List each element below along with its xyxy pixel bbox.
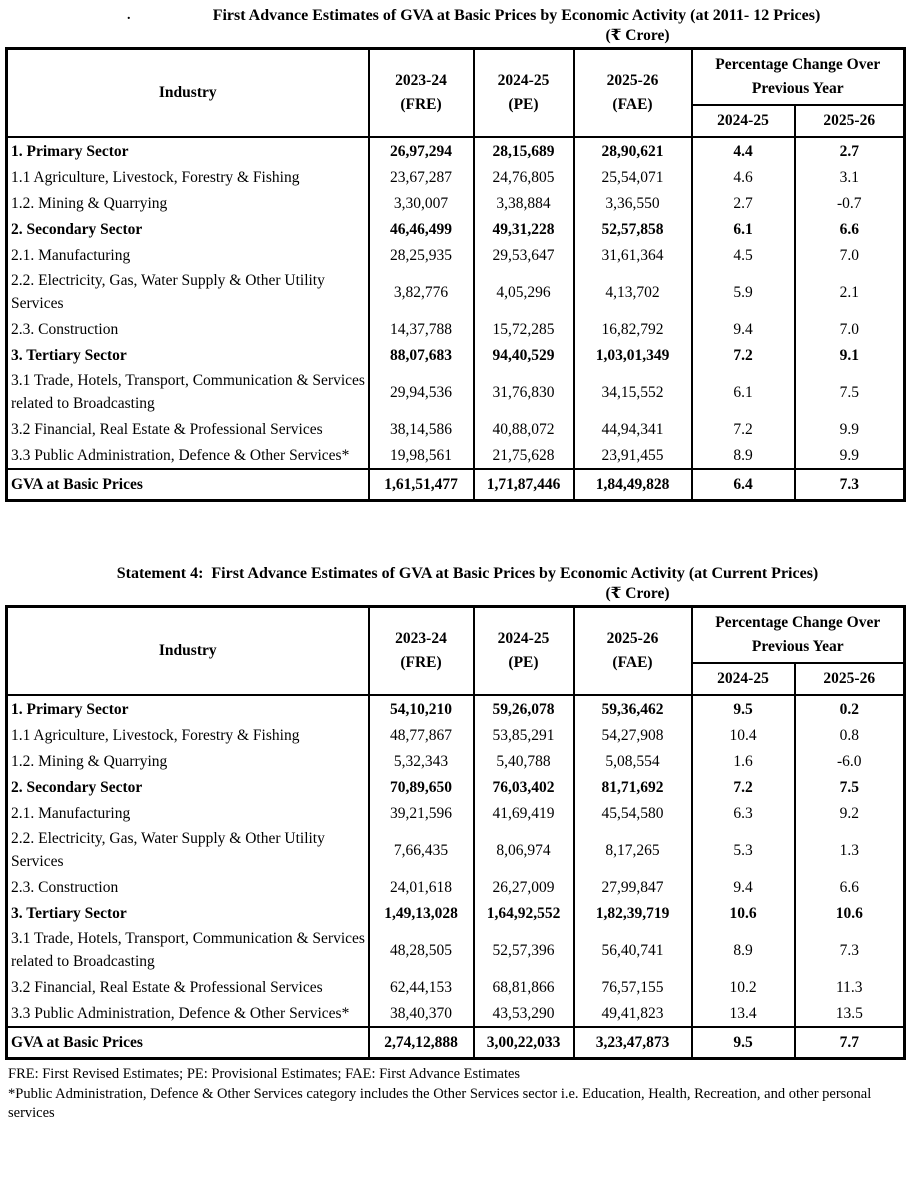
table-body bbox=[7, 137, 905, 501]
value-2024-25-cell: 40,88,072 bbox=[474, 416, 574, 442]
value-2024-25-cell: 31,76,830 bbox=[474, 368, 574, 416]
table-header bbox=[7, 49, 905, 138]
value-2024-25-cell: 94,40,529 bbox=[474, 342, 574, 368]
industry-label: 1. Primary Sector bbox=[7, 137, 369, 164]
estimate-tag: (PE) bbox=[508, 654, 539, 671]
pct-2025-26-cell: 1.3 bbox=[795, 826, 905, 874]
value-2025-26-cell: 16,82,792 bbox=[574, 316, 692, 342]
pct-2024-25-cell: 6.1 bbox=[692, 216, 795, 242]
value-2023-24-cell: 5,32,343 bbox=[369, 748, 474, 774]
table-row bbox=[7, 164, 905, 190]
pct-2024-25-cell: 6.4 bbox=[692, 469, 795, 501]
table-row bbox=[7, 722, 905, 748]
footnotes bbox=[8, 1065, 900, 1124]
value-2023-24-cell: 26,97,294 bbox=[369, 137, 474, 164]
industry-label: 2.2. Electricity, Gas, Water Supply & Other Utility Services bbox=[7, 826, 369, 874]
industry-label: 3.1 Trade, Hotels, Transport, Communication & Services related to Broadcasting bbox=[7, 926, 369, 974]
industry-label: 1.2. Mining & Quarrying bbox=[7, 190, 369, 216]
col-header-pct-2024-25: 2024-25 bbox=[692, 663, 795, 695]
pct-2024-25-cell: 1.6 bbox=[692, 748, 795, 774]
pct-2024-25-cell: 7.2 bbox=[692, 342, 795, 368]
table-body bbox=[7, 695, 905, 1059]
pct-2024-25-cell: 6.1 bbox=[692, 368, 795, 416]
table-row bbox=[7, 268, 905, 316]
value-2024-25-cell: 59,26,078 bbox=[474, 695, 574, 722]
value-2025-26-cell: 81,71,692 bbox=[574, 774, 692, 800]
pct-2024-25-cell: 9.5 bbox=[692, 1027, 795, 1059]
value-2025-26-cell: 59,36,462 bbox=[574, 695, 692, 722]
table-row bbox=[7, 800, 905, 826]
industry-label: 2.2. Electricity, Gas, Water Supply & Other Utility Services bbox=[7, 268, 369, 316]
col-header-pct-2025-26: 2025-26 bbox=[795, 105, 905, 137]
value-2024-25-cell: 26,27,009 bbox=[474, 874, 574, 900]
table-row bbox=[7, 368, 905, 416]
table-row bbox=[7, 416, 905, 442]
unit-label: (₹ Crore) bbox=[605, 585, 670, 602]
estimate-tag: (FAE) bbox=[612, 96, 653, 113]
value-2025-26-cell: 25,54,071 bbox=[574, 164, 692, 190]
pct-2024-25-cell: 4.6 bbox=[692, 164, 795, 190]
value-2023-24-cell: 24,01,618 bbox=[369, 874, 474, 900]
value-2024-25-cell: 8,06,974 bbox=[474, 826, 574, 874]
table-row bbox=[7, 242, 905, 268]
pct-2025-26-cell: 3.1 bbox=[795, 164, 905, 190]
pct-2025-26-cell: 13.5 bbox=[795, 1000, 905, 1027]
pct-2025-26-cell: 0.2 bbox=[795, 695, 905, 722]
value-2023-24-cell: 28,25,935 bbox=[369, 242, 474, 268]
table-row bbox=[7, 900, 905, 926]
table-title-current-prices: Statement 4: First Advance Estimates of GVA at Basic Prices by Economic Activity (at Current Prices) bbox=[116, 565, 819, 582]
value-2025-26-cell: 4,13,702 bbox=[574, 268, 692, 316]
value-2025-26-cell: 45,54,580 bbox=[574, 800, 692, 826]
industry-label: 3. Tertiary Sector bbox=[7, 342, 369, 368]
col-header-2025-26-fae bbox=[574, 607, 692, 696]
value-2024-25-cell: 3,00,22,033 bbox=[474, 1027, 574, 1059]
value-2024-25-cell: 3,38,884 bbox=[474, 190, 574, 216]
value-2025-26-cell: 56,40,741 bbox=[574, 926, 692, 974]
table-row bbox=[7, 826, 905, 874]
pct-2024-25-cell: 8.9 bbox=[692, 926, 795, 974]
industry-label: 1.2. Mining & Quarrying bbox=[7, 748, 369, 774]
col-header-2024-25-pe bbox=[474, 607, 574, 696]
value-2024-25-cell: 21,75,628 bbox=[474, 442, 574, 469]
value-2025-26-cell: 3,36,550 bbox=[574, 190, 692, 216]
value-2024-25-cell: 1,71,87,446 bbox=[474, 469, 574, 501]
value-2024-25-cell: 29,53,647 bbox=[474, 242, 574, 268]
value-2025-26-cell: 1,84,49,828 bbox=[574, 469, 692, 501]
table-row bbox=[7, 442, 905, 469]
table-row bbox=[7, 774, 905, 800]
document-page bbox=[0, 6, 907, 1124]
value-2023-24-cell: 19,98,561 bbox=[369, 442, 474, 469]
value-2025-26-cell: 5,08,554 bbox=[574, 748, 692, 774]
pct-2025-26-cell: 6.6 bbox=[795, 874, 905, 900]
table-row bbox=[7, 1000, 905, 1027]
pct-2025-26-cell: -0.7 bbox=[795, 190, 905, 216]
pct-2025-26-cell: 11.3 bbox=[795, 974, 905, 1000]
value-2024-25-cell: 1,64,92,552 bbox=[474, 900, 574, 926]
pct-2025-26-cell: 2.1 bbox=[795, 268, 905, 316]
total-row bbox=[7, 469, 905, 501]
value-2023-24-cell: 3,30,007 bbox=[369, 190, 474, 216]
table-row bbox=[7, 216, 905, 242]
pct-2025-26-cell: 9.2 bbox=[795, 800, 905, 826]
industry-label: 2.1. Manufacturing bbox=[7, 242, 369, 268]
value-2024-25-cell: 68,81,866 bbox=[474, 974, 574, 1000]
value-2023-24-cell: 62,44,153 bbox=[369, 974, 474, 1000]
year-label: 2023-24 bbox=[395, 630, 447, 647]
pct-2025-26-cell: 9.1 bbox=[795, 342, 905, 368]
value-2024-25-cell: 43,53,290 bbox=[474, 1000, 574, 1027]
value-2024-25-cell: 15,72,285 bbox=[474, 316, 574, 342]
col-header-2024-25-pe bbox=[474, 49, 574, 138]
value-2024-25-cell: 5,40,788 bbox=[474, 748, 574, 774]
pct-2025-26-cell: 9.9 bbox=[795, 416, 905, 442]
pct-2025-26-cell: 9.9 bbox=[795, 442, 905, 469]
industry-label: 3.2 Financial, Real Estate & Professional Services bbox=[7, 416, 369, 442]
table-section-constant-prices bbox=[0, 6, 907, 502]
gva-table-constant-prices bbox=[5, 47, 906, 502]
value-2025-26-cell: 28,90,621 bbox=[574, 137, 692, 164]
estimate-tag: (PE) bbox=[508, 96, 539, 113]
value-2024-25-cell: 49,31,228 bbox=[474, 216, 574, 242]
year-label: 2025-26 bbox=[606, 630, 659, 647]
year-label: 2023-24 bbox=[395, 72, 447, 89]
pct-2024-25-cell: 2.7 bbox=[692, 190, 795, 216]
value-2023-24-cell: 38,14,586 bbox=[369, 416, 474, 442]
industry-label: 3. Tertiary Sector bbox=[7, 900, 369, 926]
gva-table-current-prices bbox=[5, 605, 906, 1060]
pct-2024-25-cell: 4.5 bbox=[692, 242, 795, 268]
col-header-pct-change-group: Percentage Change Over Previous Year bbox=[692, 49, 905, 106]
pct-2024-25-cell: 10.6 bbox=[692, 900, 795, 926]
value-2024-25-cell: 28,15,689 bbox=[474, 137, 574, 164]
pct-2024-25-cell: 7.2 bbox=[692, 774, 795, 800]
col-header-2025-26-fae bbox=[574, 49, 692, 138]
col-header-2023-24-fre bbox=[369, 607, 474, 696]
industry-label: 2. Secondary Sector bbox=[7, 216, 369, 242]
value-2023-24-cell: 1,61,51,477 bbox=[369, 469, 474, 501]
value-2025-26-cell: 44,94,341 bbox=[574, 416, 692, 442]
industry-label: 3.3 Public Administration, Defence & Other Services* bbox=[7, 1000, 369, 1027]
value-2023-24-cell: 3,82,776 bbox=[369, 268, 474, 316]
value-2023-24-cell: 7,66,435 bbox=[369, 826, 474, 874]
pct-2025-26-cell: 6.6 bbox=[795, 216, 905, 242]
value-2023-24-cell: 48,28,505 bbox=[369, 926, 474, 974]
value-2025-26-cell: 1,03,01,349 bbox=[574, 342, 692, 368]
pct-2025-26-cell: 2.7 bbox=[795, 137, 905, 164]
col-header-pct-change-group: Percentage Change Over Previous Year bbox=[692, 607, 905, 664]
pct-2025-26-cell: 7.5 bbox=[795, 368, 905, 416]
value-2025-26-cell: 27,99,847 bbox=[574, 874, 692, 900]
table-row bbox=[7, 342, 905, 368]
value-2023-24-cell: 14,37,788 bbox=[369, 316, 474, 342]
footnote-asterisk: *Public Administration, Defence & Other Services category includes the Other Services sector i.e. Education, Health, Recreation, and other personal services bbox=[8, 1085, 872, 1121]
value-2025-26-cell: 8,17,265 bbox=[574, 826, 692, 874]
table-row bbox=[7, 190, 905, 216]
value-2023-24-cell: 1,49,13,028 bbox=[369, 900, 474, 926]
table-row bbox=[7, 695, 905, 722]
table-title-constant-prices: First Advance Estimates of GVA at Basic Prices by Economic Activity (at 2011- 12 Prices) bbox=[212, 7, 821, 24]
pct-2024-25-cell: 8.9 bbox=[692, 442, 795, 469]
industry-label: 1. Primary Sector bbox=[7, 695, 369, 722]
estimate-tag: (FRE) bbox=[400, 654, 442, 671]
value-2023-24-cell: 23,67,287 bbox=[369, 164, 474, 190]
value-2023-24-cell: 54,10,210 bbox=[369, 695, 474, 722]
value-2025-26-cell: 76,57,155 bbox=[574, 974, 692, 1000]
table-row bbox=[7, 748, 905, 774]
industry-label: 2.3. Construction bbox=[7, 316, 369, 342]
total-row bbox=[7, 1027, 905, 1059]
value-2025-26-cell: 31,61,364 bbox=[574, 242, 692, 268]
value-2024-25-cell: 53,85,291 bbox=[474, 722, 574, 748]
col-header-industry: Industry bbox=[7, 49, 369, 138]
year-label: 2025-26 bbox=[606, 72, 659, 89]
pct-2024-25-cell: 4.4 bbox=[692, 137, 795, 164]
table-row bbox=[7, 874, 905, 900]
industry-label: 1.1 Agriculture, Livestock, Forestry & Fishing bbox=[7, 164, 369, 190]
col-header-2023-24-fre bbox=[369, 49, 474, 138]
pct-2025-26-cell: 7.5 bbox=[795, 774, 905, 800]
pct-2024-25-cell: 5.3 bbox=[692, 826, 795, 874]
estimate-tag: (FAE) bbox=[612, 654, 653, 671]
industry-label: 3.2 Financial, Real Estate & Professional Services bbox=[7, 974, 369, 1000]
pct-2024-25-cell: 5.9 bbox=[692, 268, 795, 316]
header-row-top bbox=[7, 49, 905, 106]
value-2025-26-cell: 54,27,908 bbox=[574, 722, 692, 748]
table-row bbox=[7, 974, 905, 1000]
table-row bbox=[7, 926, 905, 974]
table-row bbox=[7, 137, 905, 164]
industry-label: 3.1 Trade, Hotels, Transport, Communication & Services related to Broadcasting bbox=[7, 368, 369, 416]
header-row-top bbox=[7, 607, 905, 664]
value-2025-26-cell: 52,57,858 bbox=[574, 216, 692, 242]
value-2025-26-cell: 49,41,823 bbox=[574, 1000, 692, 1027]
table-section-current-prices bbox=[0, 564, 907, 1060]
pct-2025-26-cell: 7.3 bbox=[795, 469, 905, 501]
value-2024-25-cell: 76,03,402 bbox=[474, 774, 574, 800]
value-2025-26-cell: 34,15,552 bbox=[574, 368, 692, 416]
pct-2024-25-cell: 10.4 bbox=[692, 722, 795, 748]
industry-label: 3.3 Public Administration, Defence & Other Services* bbox=[7, 442, 369, 469]
value-2023-24-cell: 2,74,12,888 bbox=[369, 1027, 474, 1059]
value-2023-24-cell: 88,07,683 bbox=[369, 342, 474, 368]
pct-2025-26-cell: 10.6 bbox=[795, 900, 905, 926]
value-2025-26-cell: 1,82,39,719 bbox=[574, 900, 692, 926]
table-header bbox=[7, 607, 905, 696]
pct-2025-26-cell: 7.0 bbox=[795, 242, 905, 268]
pct-2024-25-cell: 9.4 bbox=[692, 874, 795, 900]
value-2023-24-cell: 39,21,596 bbox=[369, 800, 474, 826]
pct-2024-25-cell: 6.3 bbox=[692, 800, 795, 826]
table-row bbox=[7, 316, 905, 342]
value-2023-24-cell: 29,94,536 bbox=[369, 368, 474, 416]
pct-2024-25-cell: 10.2 bbox=[692, 974, 795, 1000]
year-label: 2024-25 bbox=[497, 630, 550, 647]
pct-2024-25-cell: 9.4 bbox=[692, 316, 795, 342]
pct-2025-26-cell: 7.0 bbox=[795, 316, 905, 342]
stray-period-mark: . bbox=[127, 8, 131, 23]
unit-label: (₹ Crore) bbox=[605, 27, 670, 44]
industry-label: GVA at Basic Prices bbox=[7, 1027, 369, 1059]
col-header-industry: Industry bbox=[7, 607, 369, 696]
industry-label: GVA at Basic Prices bbox=[7, 469, 369, 501]
industry-label: 2. Secondary Sector bbox=[7, 774, 369, 800]
pct-2025-26-cell: 7.3 bbox=[795, 926, 905, 974]
value-2024-25-cell: 52,57,396 bbox=[474, 926, 574, 974]
year-label: 2024-25 bbox=[497, 72, 550, 89]
value-2025-26-cell: 23,91,455 bbox=[574, 442, 692, 469]
footnote-abbreviations: FRE: First Revised Estimates; PE: Provisional Estimates; FAE: First Advance Estimates bbox=[8, 1066, 521, 1082]
pct-2025-26-cell: 0.8 bbox=[795, 722, 905, 748]
pct-2024-25-cell: 7.2 bbox=[692, 416, 795, 442]
value-2023-24-cell: 70,89,650 bbox=[369, 774, 474, 800]
estimate-tag: (FRE) bbox=[400, 96, 442, 113]
pct-2025-26-cell: -6.0 bbox=[795, 748, 905, 774]
col-header-pct-2025-26: 2025-26 bbox=[795, 663, 905, 695]
value-2023-24-cell: 38,40,370 bbox=[369, 1000, 474, 1027]
pct-2024-25-cell: 13.4 bbox=[692, 1000, 795, 1027]
industry-label: 2.3. Construction bbox=[7, 874, 369, 900]
value-2025-26-cell: 3,23,47,873 bbox=[574, 1027, 692, 1059]
value-2024-25-cell: 4,05,296 bbox=[474, 268, 574, 316]
col-header-pct-2024-25: 2024-25 bbox=[692, 105, 795, 137]
industry-label: 1.1 Agriculture, Livestock, Forestry & Fishing bbox=[7, 722, 369, 748]
industry-label: 2.1. Manufacturing bbox=[7, 800, 369, 826]
value-2024-25-cell: 24,76,805 bbox=[474, 164, 574, 190]
pct-2024-25-cell: 9.5 bbox=[692, 695, 795, 722]
value-2023-24-cell: 46,46,499 bbox=[369, 216, 474, 242]
pct-2025-26-cell: 7.7 bbox=[795, 1027, 905, 1059]
value-2023-24-cell: 48,77,867 bbox=[369, 722, 474, 748]
value-2024-25-cell: 41,69,419 bbox=[474, 800, 574, 826]
